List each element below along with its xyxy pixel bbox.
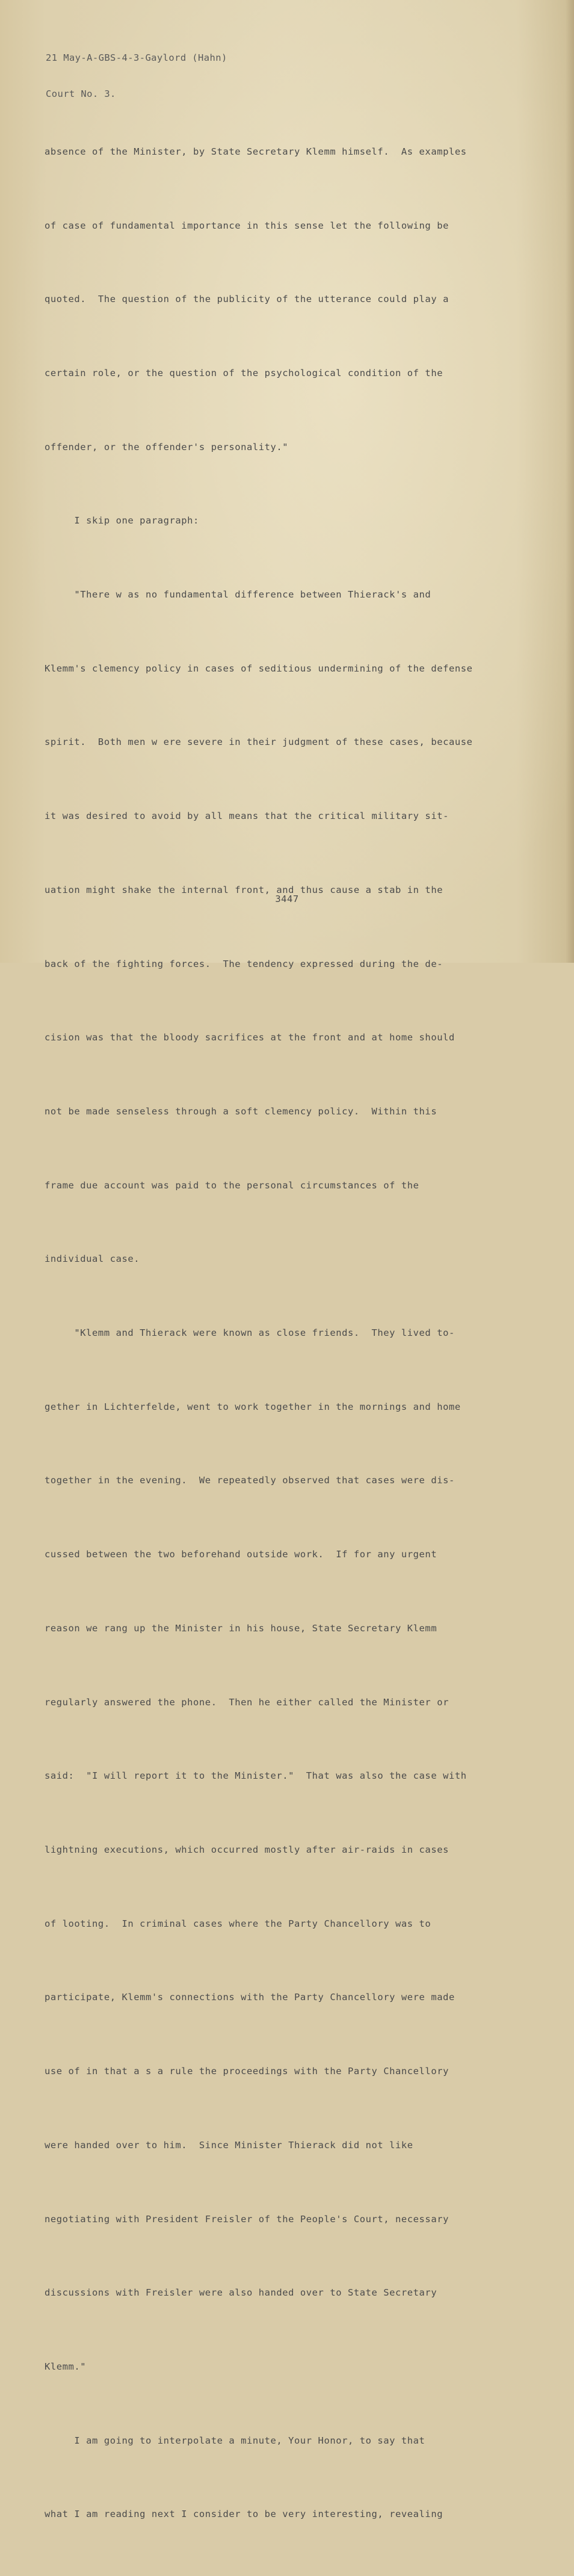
text-line: lightning executions, which occurred mostly after air-raids in cases: [45, 1844, 449, 1855]
text-line: I skip one paragraph:: [45, 515, 199, 527]
text-line: Klemm.": [45, 2361, 87, 2372]
text-line: together in the evening. We repeatedly observed that cases were dis-: [45, 1475, 455, 1486]
header-line-docket: 21 May-A-GBS-4-3-Gaylord (Hahn): [46, 52, 227, 63]
text-line: spirit. Both men w ere severe in their judgment of these cases, because: [45, 737, 473, 748]
text-line: absence of the Minister, by State Secretary Klemm himself. As examples: [45, 146, 467, 157]
text-line: quoted. The question of the publicity of the utterance could play a: [45, 294, 449, 305]
text-line: it was desired to avoid by all means that the critical military sit-: [45, 811, 449, 822]
text-line: reason we rang up the Minister in his house, State Secretary Klemm: [45, 1622, 437, 1634]
text-line: cussed between the two beforehand outside work. If for any urgent: [45, 1549, 437, 1560]
text-line: "Klemm and Thierack were known as close friends. They lived to-: [45, 1327, 455, 1339]
text-line: offender, or the offender's personality.": [45, 441, 289, 452]
text-line: "There w as no fundamental difference between Thierack's and: [45, 589, 431, 601]
text-line: I am going to interpolate a minute, Your Honor, to say that: [45, 2435, 425, 2446]
text-line: negotiating with President Freisler of the People's Court, necessary: [45, 2213, 449, 2225]
text-line: cision was that the bloody sacrifices at the front and at home should: [45, 1032, 455, 1043]
page-edge-shadow: [566, 0, 574, 963]
transcript-body: [45, 90, 502, 2576]
page-number: 3447: [275, 894, 299, 904]
text-line: of case of fundamental importance in this sense let the following be: [45, 220, 449, 231]
text-line: certain role, or the question of the psychological condition of the: [45, 367, 443, 378]
text-line: gether in Lichterfelde, went to work together in the mornings and home: [45, 1401, 461, 1412]
text-line: Klemm's clemency policy in cases of seditious undermining of the defense: [45, 663, 473, 674]
text-line: individual case.: [45, 1253, 140, 1265]
text-line: participate, Klemm's connections with the Party Chancellory were made: [45, 1992, 455, 2003]
text-line: use of in that a s a rule the proceedings with the Party Chancellory: [45, 2066, 449, 2077]
header-line-court: Court No. 3.: [46, 88, 116, 99]
text-line: uation might shake the internal front, and thus cause a stab in the: [45, 884, 443, 895]
text-line: said: "I will report it to the Minister." That was also the case with: [45, 1770, 467, 1782]
text-line: not be made senseless through a soft clemency policy. Within this: [45, 1105, 437, 1117]
text-line: were handed over to him. Since Minister Thierack did not like: [45, 2139, 413, 2151]
text-line: of looting. In criminal cases where the Party Chancellory was to: [45, 1918, 431, 1929]
text-line: discussions with Freisler were also handed over to State Secretary: [45, 2287, 437, 2299]
text-line: back of the fighting forces. The tendency expressed during the de-: [45, 958, 443, 969]
text-line: regularly answered the phone. Then he either called the Minister or: [45, 1696, 449, 1708]
text-line: what I am reading next I consider to be very interesting, revealing: [45, 2509, 443, 2520]
text-line: frame due account was paid to the personal circumstances of the: [45, 1179, 419, 1191]
